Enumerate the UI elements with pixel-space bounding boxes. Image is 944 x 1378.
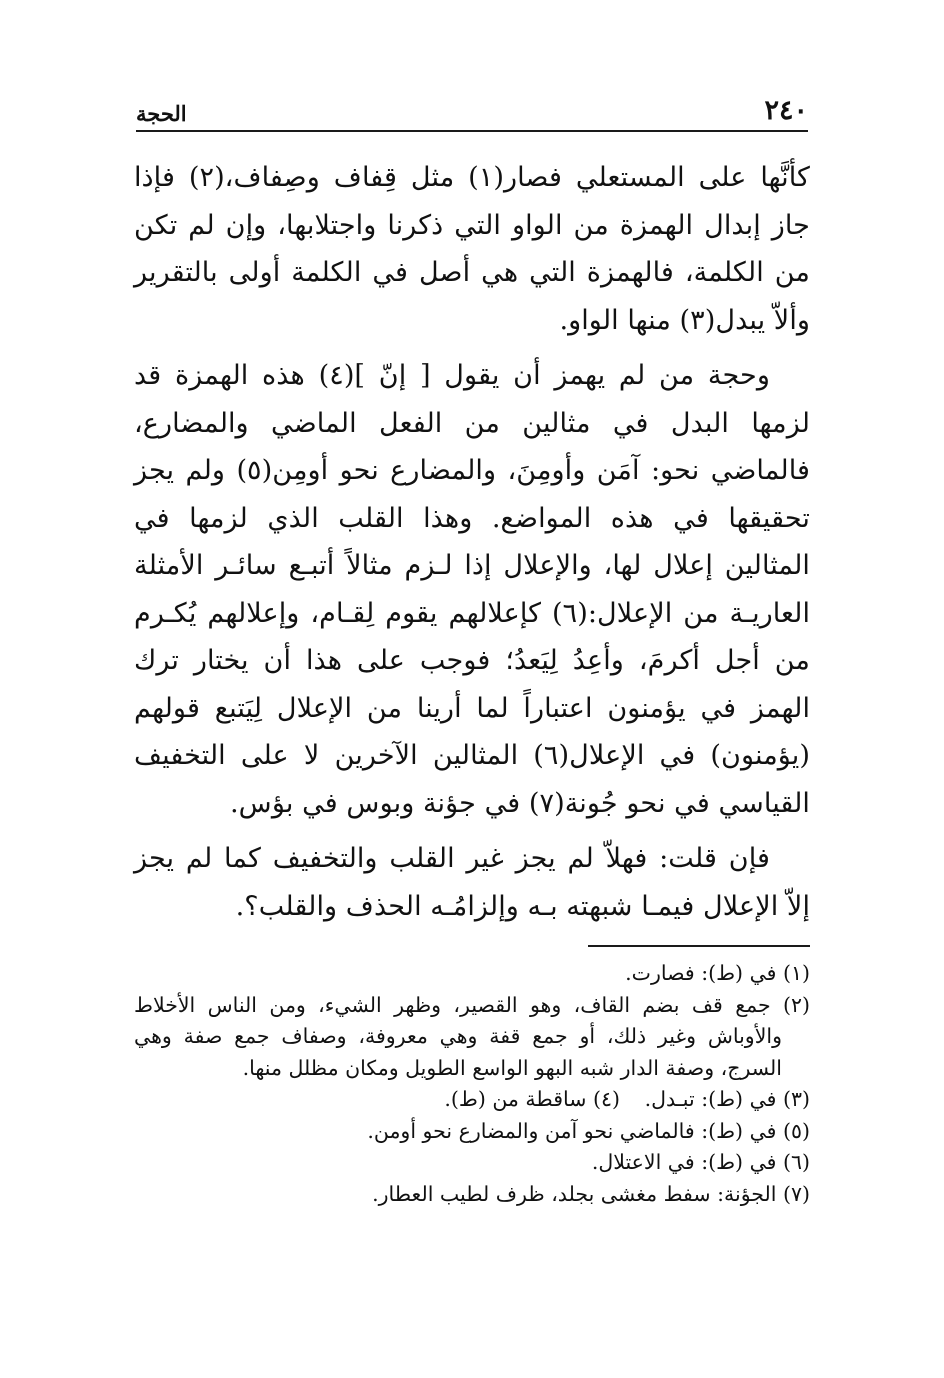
paragraph-1: كأنَّها على المستعلي فصار(١) مثل قِفاف وصِفاف،(٢) فإذا جاز إبدال الهمزة من الواو التي ذكرنا واجتلابها، وإن لم تكن من الكلمة، فالهمزة التي هي أصل في الكلمة أولى بالتقرير وألاّ يبدل(٣) منها الواو. [134,162,810,336]
footnote-5: (٥) في (ط): فالماضي نحو آمن والمضارع نحو أومن. [367,1118,810,1143]
running-title: الحجة [136,101,187,126]
footnote-row-3-4 [134,1084,810,1116]
footnote-3: (٣) في (ط): تبـدل. [644,1087,810,1111]
page-number: ٢٤٠ [764,95,808,126]
paragraph-2: وحجة من لم يهمز أن يقول [ إنّ ](٤) هذه الهمزة قد لزمها البدل في مثالين من الفعل الماضي والمضارع، فالماضي نحو: آمَن وأومِنَ، والمضارع نحو أومِن(٥) ولم يجز تحقيقها في هذه المواضع. وهذا القلب الذي لزمها في المثالين إعلال لها، والإعلال إذا لـزم مثالاً أتبـع سائـر الأمثلة العاريـة من الإعلال:(٦) كإعلالهم يقوم لِقـام، وإعلالهم يُكـرم من أجل أكرمَ، وأعِدُ لِيَعدُ؛ فوجب على هذا أن يختار ترك الهمز في يؤمنون اعتباراً لما أرينا من الإعلال لِيَتبع قولهم (يؤمنون) في الإعلال(٦) المثالين الآخرين لا على التخفيف القياسي في نحو جُونة(٧) في جؤنة وبوس في بؤس. [134,360,811,819]
footnote-7: (٧) الجؤنة: سفط مغشى بجلد، ظرف لطيب العطار. [372,1181,810,1206]
running-header [136,92,808,132]
footnote-divider [588,945,810,947]
footnote-6: (٦) في (ط): في الاعتلال. [591,1150,810,1174]
footnote-4: (٤) ساقطة من (ط). [444,1087,620,1111]
footnote-2: (٢) جمع قف بضم القاف، وهو القصير، وظهر الشيء، ومن الناس الأخلاط والأوباش وغير ذلك، أو جمع قفة وهي معروفة، وصفاف جمع صفة وهي السرج، وصفة الدار شبه البهو الواسع الطويل ومكان مظلل منها. [134,992,810,1080]
main-text [134,154,810,938]
footnotes [134,958,810,1210]
footnote-1: (١) في (ط): فصارت. [625,961,810,985]
paragraph-3: فإن قلت: فهلاّ لم يجز غير القلب والتخفيف كما لم يجز إلاّ الإعلال فيمـا شبهته بـه وإلزامُـه الحذف والقلب؟. [134,843,810,922]
